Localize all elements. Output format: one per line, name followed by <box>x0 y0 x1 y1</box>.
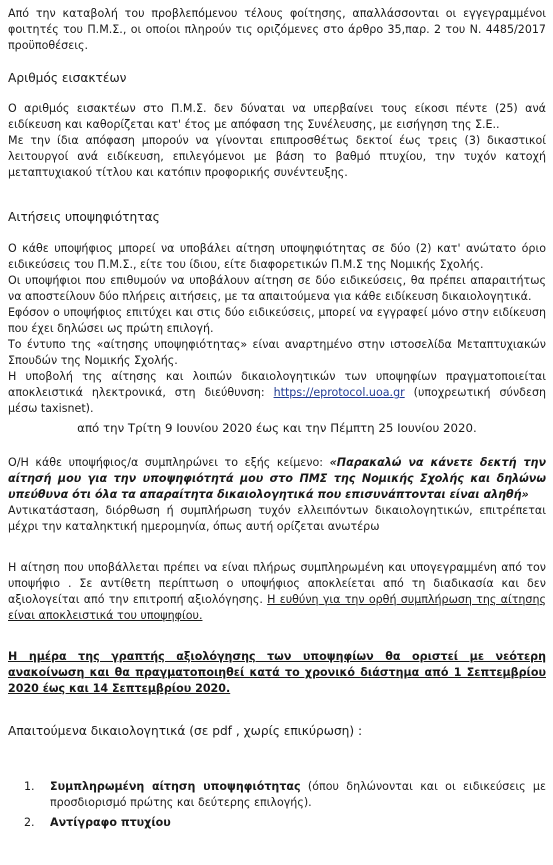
documents-list <box>8 779 546 835</box>
applications-paragraph-2: Οι υποψήφιοι που επιθυμούν να υποβάλουν αίτηση σε δύο ειδικεύσεις, θα πρέπει απαραιτήτως να αποστείλουν δύο πλήρεις αιτήσεις, με τα απαιτούμενα για κάθε ειδίκευση δικαιολογητικά. <box>8 274 546 303</box>
applications-paragraph-1: Ο κάθε υποψήφιος μπορεί να υποβάλει αίτηση υποψηφιότητας σε δύο (2) κατ' ανώτατο όριο ειδικεύσεις του Π.Μ.Σ., είτε του ίδιου, είτε διαφορετικών Π.Μ.Σ της Νομικής Σχολής. <box>8 242 546 271</box>
applications-paragraph-3: Εφόσον ο υποψήφιος επιτύχει και στις δύο ειδικεύσεις, μπορεί να εγγραφεί μόνο στην ειδίκευση που έχει δηλώσει ως πρώτη επιλογή. <box>8 306 546 335</box>
candidate-statement-quote: «Παρακαλώ να κάνετε δεκτή την αίτησή μου για την υποψηφιότητά μου στο ΠΜΣ της Νομικής Σχολής και δηλώνω υπεύθυνα ότι όλα τα απαραίτητα δικαιολογητικά που επισυνάπτονται είναι αληθή» <box>8 456 546 501</box>
list-item <box>8 779 546 811</box>
list-item-detail: (όπου δηλώνονται και οι ειδικεύσεις με προσδιορισμό πρώτης και δεύτερης επιλογής). <box>50 780 546 809</box>
completeness-text: Η αίτηση που υποβάλλεται πρέπει να είναι πλήρως συμπληρωμένη και υπογεγραμμένη από τον υποψήφιο . Σε αντίθετη περίπτωση ο υποψήφιος αποκλείεται από τη διαδικασία και δεν αξιολογείται από την επιτροπή αξιολόγησης. <box>8 561 546 606</box>
eprotocol-link[interactable]: https://eprotocol.uoa.gr <box>273 385 405 399</box>
admissions-paragraph-1: Ο αριθμός εισακτέων στο Π.Μ.Σ. δεν δύναται να υπερβαίνει τους είκοσι πέντε (25) ανά ειδίκευση και καθορίζεται κατ' έτος με απόφαση της Συνέλευσης, με εισήγηση της Σ.Ε.. <box>8 102 546 131</box>
list-item-title: Συμπληρωμένη αίτηση υποψηφιότητας <box>50 780 301 793</box>
applications-heading: Αιτήσεις υποψηφιότητας <box>8 210 160 224</box>
application-dates: από την Τρίτη 9 Ιουνίου 2020 έως και την Πέμπτη 25 Ιουνίου 2020. <box>77 421 477 435</box>
applications-paragraph-5 <box>8 369 546 417</box>
admissions-paragraph-2: Με την ίδια απόφαση μπορούν να γίνονται επιπροσθέτως δεκτοί έως τρεις (3) δικαστικοί λειτουργοί ανά ειδίκευση, επιλεγόμενοι με βάση το βαθμό πτυχίου, την τυχόν κατοχή μεταπτυχιακού τίτλου και κατόπιν προφορικής συνέντευξης. <box>8 134 546 179</box>
intro-paragraph: Από την καταβολή του προβλεπόμενου τέλους φοίτησης, απαλλάσσονται οι εγγεγραμμένοι φοιτητές του Π.Μ.Σ., οι οποίοι πληρούν τις οριζόμενες στο άρθρο 35,παρ. 2 του Ν. 4485/2017 προϋποθέσεις. <box>8 7 546 52</box>
written-exam-notice: Η ημέρα της γραπτής αξιολόγησης των υποψηφίων θα οριστεί με νεότερη ανακοίνωση και θα πραγματοποιηθεί κατά το χρονικό διάστημα από 1 Σεπτεμβρίου 2020 έως και 14 Σεπτεμβρίου 2020. <box>8 650 546 695</box>
documents-heading: Απαιτούμενα δικαιολογητικά (σε pdf , χωρίς επικύρωση) : <box>8 724 363 738</box>
applications-paragraph-4: Το έντυπο της «αίτησης υποψηφιότητας» είναι αναρτημένο στην ιστοσελίδα Μεταπτυχιακών Σπουδών της Νομικής Σχολής. <box>8 338 546 367</box>
list-item-number: 2. <box>24 815 35 829</box>
admissions-heading: Αριθμός εισακτέων <box>8 71 127 85</box>
candidate-statement-intro: Ο/Η κάθε υποψήφιος/α συμπληρώνει το εξής κείμενο: <box>8 456 330 469</box>
corrections-note: Αντικατάσταση, διόρθωση ή συμπλήρωση τυχόν ελλειπόντων δικαιολογητικών, επιτρέπεται μέχρι την καταληκτική ημερομηνία, όπως αυτή ορίζεται ανωτέρω <box>8 503 546 533</box>
responsibility-note: Η ευθύνη για την ορθή συμπλήρωση της αίτησης είναι αποκλειστικά του υποψηφίου. <box>8 592 546 622</box>
list-item-title: Αντίγραφο πτυχίου <box>50 815 171 829</box>
submission-text: Η υποβολή της αίτησης και λοιπών δικαιολογητικών των υποψηφίων πραγματοποιείται αποκλειστικά ηλεκτρονικά, στη διεύθυνση: <box>8 370 546 399</box>
completeness-paragraph <box>8 560 546 624</box>
list-item <box>8 815 546 831</box>
candidate-statement-paragraph <box>8 455 546 535</box>
submission-text-after: (υποχρεωτική σύνδεση μέσω taxisnet). <box>8 385 547 415</box>
list-item-number: 1. <box>24 780 35 793</box>
